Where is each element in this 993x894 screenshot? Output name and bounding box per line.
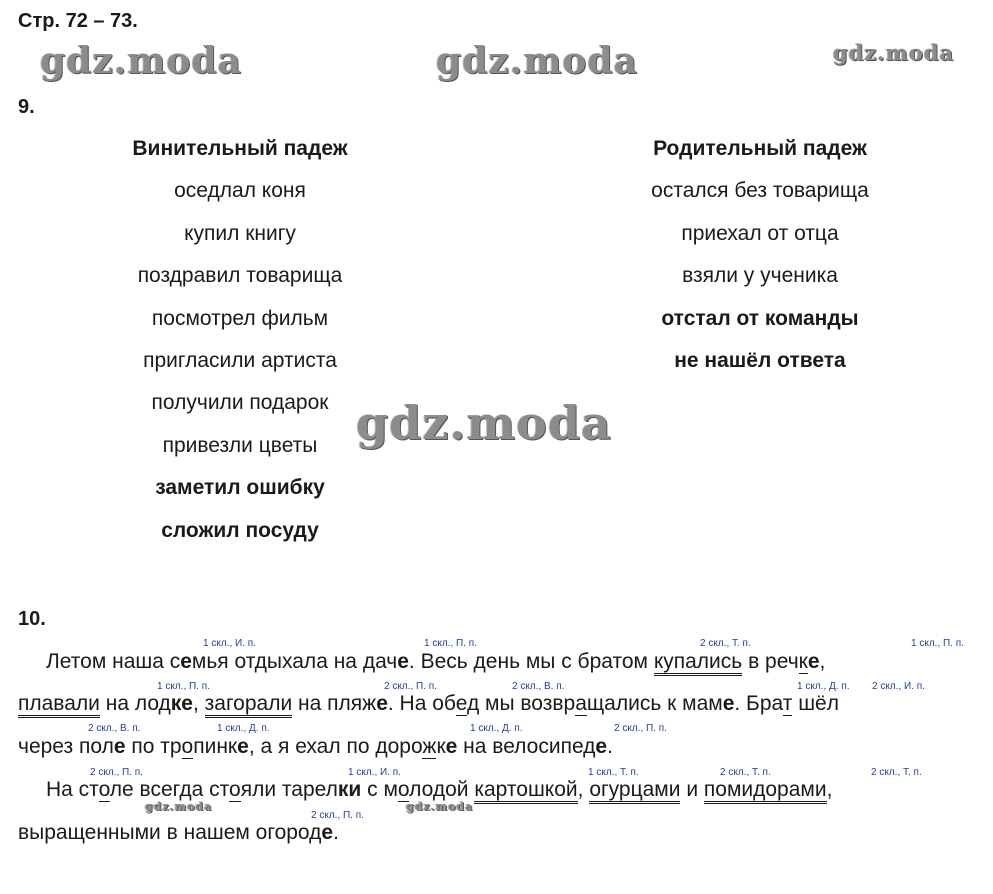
- phrase-added: отстал от команды: [661, 306, 859, 330]
- case-annotation: 1 скл., И. п.: [348, 767, 401, 778]
- case-annotation: 1 скл., Д. п.: [217, 723, 270, 734]
- phrase-added: сложил посуду: [161, 518, 319, 542]
- predicate: загорали: [205, 692, 293, 718]
- phrase: взяли у ученика: [682, 264, 838, 288]
- case-annotation: 2 скл., П. п.: [90, 767, 143, 778]
- case-annotation: 1 скл., Д. п.: [797, 681, 850, 692]
- underlined-word: огурцами: [589, 778, 680, 804]
- phrase: купил книгу: [184, 221, 296, 245]
- predicate: купались: [654, 650, 742, 676]
- watermark: gdz.moda: [406, 800, 474, 813]
- case-annotation: 1 скл., П. п.: [157, 681, 210, 692]
- underlined-word: картошкой: [474, 778, 577, 804]
- case-annotation: 2 скл., И. п.: [872, 681, 925, 692]
- text-line: Летом наша семья отдыхала на даче. Весь день мы с братом купались в речке,: [46, 650, 825, 674]
- case-annotation: 2 скл., Т. п.: [871, 767, 922, 778]
- page-reference: Стр. 72 – 73.: [18, 10, 138, 32]
- phrase: пригласили артиста: [143, 348, 337, 372]
- phrase: получили подарок: [151, 391, 329, 415]
- predicate: плавали: [18, 692, 100, 718]
- case-annotation: 1 скл., П. п.: [424, 638, 477, 649]
- watermark: gdz.moda: [40, 40, 242, 82]
- phrase-added: не нашёл ответа: [674, 348, 846, 372]
- column-heading: Винительный падеж: [132, 137, 348, 160]
- case-annotation: 1 скл., П. п.: [911, 638, 964, 649]
- phrase: остался без товарища: [651, 179, 869, 203]
- phrase: посмотрел фильм: [151, 306, 329, 330]
- case-annotation: 2 скл., П. п.: [614, 723, 667, 734]
- watermark: gdz.moda: [436, 40, 638, 82]
- case-annotation: 1 скл., Д. п.: [470, 723, 523, 734]
- task-number: 9.: [18, 96, 35, 118]
- phrase: оседлал коня: [174, 179, 306, 203]
- case-annotation: 1 скл., И. п.: [203, 638, 256, 649]
- watermark: gdz.moda: [145, 800, 213, 813]
- text-line: через поле по тропинке, а я ехал по дорожке на велосипеде.: [18, 735, 613, 758]
- watermark: gdz.moda: [356, 396, 612, 450]
- case-annotation: 2 скл., П. п.: [384, 681, 437, 692]
- phrase: приехал от отца: [681, 221, 839, 245]
- column-heading: Родительный падеж: [653, 137, 867, 160]
- text-line: выращенными в нашем огороде.: [18, 821, 339, 844]
- phrase: поздравил товарища: [137, 264, 343, 288]
- text-line: На столе всегда стояли тарелки с молодой картошкой, огурцами и помидорами,: [46, 778, 832, 802]
- case-annotation: 2 скл., Т. п.: [720, 767, 771, 778]
- phrase-added: заметил ошибку: [155, 476, 325, 500]
- case-annotation: 2 скл., П. п.: [311, 810, 364, 821]
- accusative-column: [90, 128, 390, 552]
- task-number: 10.: [18, 608, 46, 630]
- phrase: привезли цветы: [162, 433, 318, 457]
- underlined-word: помидорами: [704, 778, 827, 804]
- case-annotation: 2 скл., В. п.: [512, 681, 565, 692]
- case-annotation: 2 скл., В. п.: [88, 723, 141, 734]
- genitive-column: [590, 128, 930, 382]
- text-line: плавали на лодке, загорали на пляже. На обед мы возвращались к маме. Брат шёл: [18, 692, 839, 716]
- case-annotation: 1 скл., Т. п.: [588, 767, 639, 778]
- case-annotation: 2 скл., Т. п.: [700, 638, 751, 649]
- watermark: gdz.moda: [833, 40, 955, 65]
